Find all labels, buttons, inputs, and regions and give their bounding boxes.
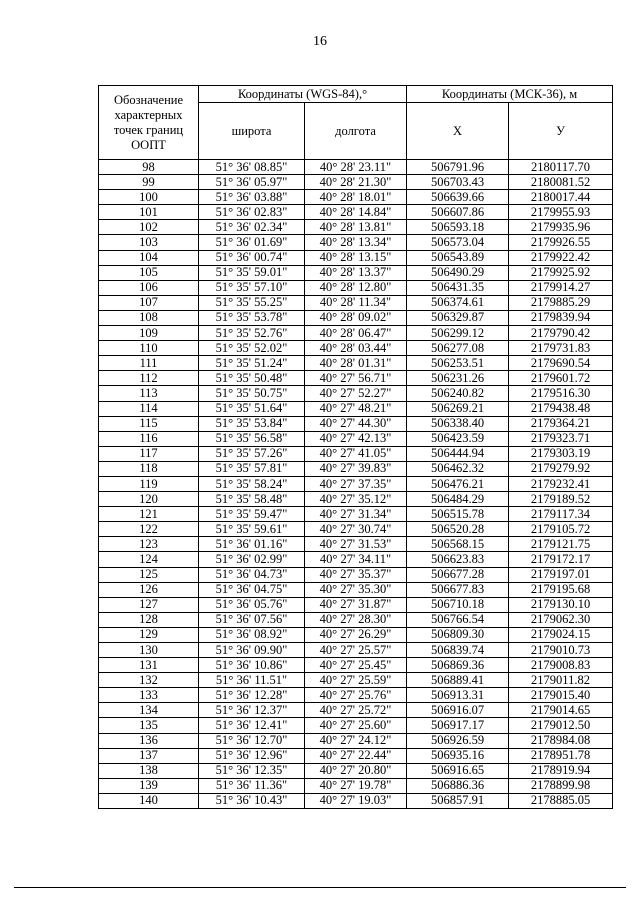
latitude-cell: 51° 36' 08.85" <box>199 160 305 175</box>
latitude-cell: 51° 36' 02.83" <box>199 205 305 220</box>
latitude-cell: 51° 35' 59.47" <box>199 507 305 522</box>
point-number-cell: 113 <box>99 386 199 401</box>
y-cell: 2179914.27 <box>509 280 613 295</box>
latitude-cell: 51° 35' 50.48" <box>199 371 305 386</box>
y-cell: 2178951.78 <box>509 748 613 763</box>
longitude-cell: 40° 28' 13.34" <box>305 235 407 250</box>
x-cell: 506338.40 <box>407 416 509 431</box>
longitude-cell: 40° 27' 25.72" <box>305 703 407 718</box>
y-cell: 2179790.42 <box>509 326 613 341</box>
longitude-cell: 40° 27' 28.30" <box>305 612 407 627</box>
latitude-cell: 51° 36' 07.56" <box>199 612 305 627</box>
table-row <box>99 612 613 627</box>
longitude-cell: 40° 27' 39.83" <box>305 461 407 476</box>
longitude-cell: 40° 27' 35.37" <box>305 567 407 582</box>
x-cell: 506889.41 <box>407 673 509 688</box>
latitude-cell: 51° 36' 05.76" <box>199 597 305 612</box>
longitude-cell: 40° 28' 03.44" <box>305 341 407 356</box>
table-body <box>99 160 613 809</box>
latitude-cell: 51° 36' 01.69" <box>199 235 305 250</box>
point-number-cell: 131 <box>99 658 199 673</box>
latitude-cell: 51° 36' 01.16" <box>199 537 305 552</box>
latitude-cell: 51° 36' 04.73" <box>199 567 305 582</box>
longitude-cell: 40° 27' 56.71" <box>305 371 407 386</box>
table-row <box>99 718 613 733</box>
latitude-cell: 51° 35' 56.58" <box>199 431 305 446</box>
longitude-cell: 40° 27' 25.76" <box>305 688 407 703</box>
x-cell: 506484.29 <box>407 492 509 507</box>
table-row <box>99 688 613 703</box>
x-cell: 506886.36 <box>407 778 509 793</box>
point-number-cell: 127 <box>99 597 199 612</box>
bottom-divider <box>14 887 626 888</box>
table-row <box>99 280 613 295</box>
coordinates-table <box>98 85 613 809</box>
point-number-cell: 103 <box>99 235 199 250</box>
point-number-cell: 109 <box>99 326 199 341</box>
x-cell: 506703.43 <box>407 175 509 190</box>
header-longitude: долгота <box>305 103 407 160</box>
table-row <box>99 567 613 582</box>
point-number-cell: 105 <box>99 265 199 280</box>
latitude-cell: 51° 36' 05.97" <box>199 175 305 190</box>
latitude-cell: 51° 35' 55.25" <box>199 295 305 310</box>
point-number-cell: 140 <box>99 793 199 808</box>
y-cell: 2178885.05 <box>509 793 613 808</box>
x-cell: 506543.89 <box>407 250 509 265</box>
table-row <box>99 643 613 658</box>
longitude-cell: 40° 27' 52.27" <box>305 386 407 401</box>
longitude-cell: 40° 27' 24.12" <box>305 733 407 748</box>
longitude-cell: 40° 27' 34.11" <box>305 552 407 567</box>
point-number-cell: 138 <box>99 763 199 778</box>
latitude-cell: 51° 36' 09.90" <box>199 643 305 658</box>
y-cell: 2179364.21 <box>509 416 613 431</box>
x-cell: 506917.17 <box>407 718 509 733</box>
y-cell: 2179197.01 <box>509 567 613 582</box>
table-row <box>99 371 613 386</box>
longitude-cell: 40° 27' 31.87" <box>305 597 407 612</box>
longitude-cell: 40° 28' 13.81" <box>305 220 407 235</box>
x-cell: 506639.66 <box>407 190 509 205</box>
table-row <box>99 537 613 552</box>
longitude-cell: 40° 28' 01.31" <box>305 356 407 371</box>
latitude-cell: 51° 35' 50.75" <box>199 386 305 401</box>
point-number-cell: 128 <box>99 612 199 627</box>
point-number-cell: 119 <box>99 476 199 491</box>
latitude-cell: 51° 36' 12.70" <box>199 733 305 748</box>
longitude-cell: 40° 27' 25.57" <box>305 643 407 658</box>
table-header <box>99 86 613 160</box>
x-cell: 506520.28 <box>407 522 509 537</box>
y-cell: 2178984.08 <box>509 733 613 748</box>
x-cell: 506623.83 <box>407 552 509 567</box>
y-cell: 2179922.42 <box>509 250 613 265</box>
y-cell: 2179172.17 <box>509 552 613 567</box>
point-number-cell: 135 <box>99 718 199 733</box>
latitude-cell: 51° 36' 03.88" <box>199 190 305 205</box>
table-row <box>99 416 613 431</box>
longitude-cell: 40° 27' 41.05" <box>305 446 407 461</box>
x-cell: 506869.36 <box>407 658 509 673</box>
table-row <box>99 431 613 446</box>
x-cell: 506374.61 <box>407 295 509 310</box>
table-row <box>99 250 613 265</box>
longitude-cell: 40° 27' 42.13" <box>305 431 407 446</box>
x-cell: 506253.51 <box>407 356 509 371</box>
longitude-cell: 40° 28' 13.37" <box>305 265 407 280</box>
y-cell: 2179121.75 <box>509 537 613 552</box>
y-cell: 2180017.44 <box>509 190 613 205</box>
y-cell: 2179690.54 <box>509 356 613 371</box>
x-cell: 506913.31 <box>407 688 509 703</box>
latitude-cell: 51° 35' 51.64" <box>199 401 305 416</box>
y-cell: 2179024.15 <box>509 627 613 642</box>
latitude-cell: 51° 36' 02.99" <box>199 552 305 567</box>
longitude-cell: 40° 28' 13.15" <box>305 250 407 265</box>
point-number-cell: 126 <box>99 582 199 597</box>
x-cell: 506677.28 <box>407 567 509 582</box>
longitude-cell: 40° 27' 48.21" <box>305 401 407 416</box>
y-cell: 2179105.72 <box>509 522 613 537</box>
longitude-cell: 40° 28' 21.30" <box>305 175 407 190</box>
table-row <box>99 265 613 280</box>
x-cell: 506766.54 <box>407 612 509 627</box>
x-cell: 506677.83 <box>407 582 509 597</box>
table-row <box>99 341 613 356</box>
y-cell: 2179014.65 <box>509 703 613 718</box>
x-cell: 506926.59 <box>407 733 509 748</box>
longitude-cell: 40° 27' 20.80" <box>305 763 407 778</box>
y-cell: 2179303.19 <box>509 446 613 461</box>
x-cell: 506839.74 <box>407 643 509 658</box>
x-cell: 506916.65 <box>407 763 509 778</box>
longitude-cell: 40° 28' 14.84" <box>305 205 407 220</box>
y-cell: 2179012.50 <box>509 718 613 733</box>
latitude-cell: 51° 35' 52.76" <box>199 326 305 341</box>
table-row <box>99 461 613 476</box>
point-number-cell: 102 <box>99 220 199 235</box>
point-number-cell: 110 <box>99 341 199 356</box>
x-cell: 506299.12 <box>407 326 509 341</box>
latitude-cell: 51° 35' 51.24" <box>199 356 305 371</box>
table-row <box>99 733 613 748</box>
longitude-cell: 40° 27' 19.78" <box>305 778 407 793</box>
y-cell: 2179015.40 <box>509 688 613 703</box>
x-cell: 506515.78 <box>407 507 509 522</box>
x-cell: 506710.18 <box>407 597 509 612</box>
latitude-cell: 51° 36' 12.96" <box>199 748 305 763</box>
point-number-cell: 114 <box>99 401 199 416</box>
point-number-cell: 111 <box>99 356 199 371</box>
point-number-cell: 130 <box>99 643 199 658</box>
x-cell: 506269.21 <box>407 401 509 416</box>
x-cell: 506490.29 <box>407 265 509 280</box>
table-row <box>99 295 613 310</box>
table-row <box>99 492 613 507</box>
y-cell: 2179516.30 <box>509 386 613 401</box>
point-number-cell: 123 <box>99 537 199 552</box>
header-x: X <box>407 103 509 160</box>
table-row <box>99 175 613 190</box>
longitude-cell: 40° 28' 11.34" <box>305 295 407 310</box>
table-row <box>99 220 613 235</box>
x-cell: 506462.32 <box>407 461 509 476</box>
longitude-cell: 40° 27' 44.30" <box>305 416 407 431</box>
x-cell: 506231.26 <box>407 371 509 386</box>
table-row <box>99 386 613 401</box>
table-row <box>99 326 613 341</box>
point-number-cell: 116 <box>99 431 199 446</box>
x-cell: 506277.08 <box>407 341 509 356</box>
table-row <box>99 235 613 250</box>
table-row <box>99 356 613 371</box>
x-cell: 506423.59 <box>407 431 509 446</box>
latitude-cell: 51° 35' 59.61" <box>199 522 305 537</box>
x-cell: 506607.86 <box>407 205 509 220</box>
point-number-cell: 106 <box>99 280 199 295</box>
x-cell: 506935.16 <box>407 748 509 763</box>
table-row <box>99 205 613 220</box>
latitude-cell: 51° 35' 57.81" <box>199 461 305 476</box>
point-number-cell: 100 <box>99 190 199 205</box>
point-number-cell: 101 <box>99 205 199 220</box>
point-number-cell: 134 <box>99 703 199 718</box>
table-row <box>99 476 613 491</box>
x-cell: 506857.91 <box>407 793 509 808</box>
latitude-cell: 51° 35' 59.01" <box>199 265 305 280</box>
latitude-cell: 51° 35' 58.24" <box>199 476 305 491</box>
x-cell: 506431.35 <box>407 280 509 295</box>
latitude-cell: 51° 35' 57.10" <box>199 280 305 295</box>
longitude-cell: 40° 28' 09.02" <box>305 310 407 325</box>
x-cell: 506476.21 <box>407 476 509 491</box>
point-number-cell: 136 <box>99 733 199 748</box>
latitude-cell: 51° 36' 00.74" <box>199 250 305 265</box>
y-cell: 2179601.72 <box>509 371 613 386</box>
table-row <box>99 703 613 718</box>
latitude-cell: 51° 35' 57.26" <box>199 446 305 461</box>
longitude-cell: 40° 27' 25.45" <box>305 658 407 673</box>
longitude-cell: 40° 27' 19.03" <box>305 793 407 808</box>
y-cell: 2180117.70 <box>509 160 613 175</box>
latitude-cell: 51° 35' 53.78" <box>199 310 305 325</box>
table-row <box>99 401 613 416</box>
header-y: У <box>509 103 613 160</box>
longitude-cell: 40° 27' 31.34" <box>305 507 407 522</box>
y-cell: 2179011.82 <box>509 673 613 688</box>
header-msk36-group: Координаты (МСК-36), м <box>407 86 613 103</box>
page-number: 16 <box>313 34 327 49</box>
point-number-cell: 107 <box>99 295 199 310</box>
header-point-designation: Обозначение характерных точек границ ООПТ <box>99 86 199 160</box>
x-cell: 506329.87 <box>407 310 509 325</box>
y-cell: 2179062.30 <box>509 612 613 627</box>
latitude-cell: 51° 36' 12.41" <box>199 718 305 733</box>
y-cell: 2179925.92 <box>509 265 613 280</box>
latitude-cell: 51° 36' 11.51" <box>199 673 305 688</box>
point-number-cell: 133 <box>99 688 199 703</box>
y-cell: 2179839.94 <box>509 310 613 325</box>
y-cell: 2179117.34 <box>509 507 613 522</box>
longitude-cell: 40° 27' 37.35" <box>305 476 407 491</box>
y-cell: 2179955.93 <box>509 205 613 220</box>
table-row <box>99 748 613 763</box>
point-number-cell: 129 <box>99 627 199 642</box>
longitude-cell: 40° 27' 35.30" <box>305 582 407 597</box>
longitude-cell: 40° 28' 12.80" <box>305 280 407 295</box>
table-row <box>99 658 613 673</box>
latitude-cell: 51° 35' 52.02" <box>199 341 305 356</box>
latitude-cell: 51° 36' 12.37" <box>199 703 305 718</box>
point-number-cell: 104 <box>99 250 199 265</box>
point-number-cell: 120 <box>99 492 199 507</box>
point-number-cell: 122 <box>99 522 199 537</box>
y-cell: 2179438.48 <box>509 401 613 416</box>
point-number-cell: 108 <box>99 310 199 325</box>
header-wgs84-group: Координаты (WGS-84),° <box>199 86 407 103</box>
latitude-cell: 51° 36' 10.43" <box>199 793 305 808</box>
longitude-cell: 40° 27' 25.60" <box>305 718 407 733</box>
y-cell: 2179731.83 <box>509 341 613 356</box>
longitude-cell: 40° 27' 26.29" <box>305 627 407 642</box>
longitude-cell: 40° 27' 25.59" <box>305 673 407 688</box>
latitude-cell: 51° 36' 02.34" <box>199 220 305 235</box>
y-cell: 2178919.94 <box>509 763 613 778</box>
latitude-cell: 51° 36' 11.36" <box>199 778 305 793</box>
longitude-cell: 40° 27' 31.53" <box>305 537 407 552</box>
y-cell: 2179195.68 <box>509 582 613 597</box>
table-row <box>99 507 613 522</box>
point-number-cell: 132 <box>99 673 199 688</box>
latitude-cell: 51° 36' 12.28" <box>199 688 305 703</box>
table-row <box>99 310 613 325</box>
x-cell: 506240.82 <box>407 386 509 401</box>
y-cell: 2178899.98 <box>509 778 613 793</box>
y-cell: 2179189.52 <box>509 492 613 507</box>
table-row <box>99 190 613 205</box>
point-number-cell: 139 <box>99 778 199 793</box>
point-number-cell: 115 <box>99 416 199 431</box>
y-cell: 2180081.52 <box>509 175 613 190</box>
x-cell: 506593.18 <box>407 220 509 235</box>
point-number-cell: 125 <box>99 567 199 582</box>
y-cell: 2179232.41 <box>509 476 613 491</box>
x-cell: 506568.15 <box>407 537 509 552</box>
point-number-cell: 98 <box>99 160 199 175</box>
table-row <box>99 793 613 808</box>
x-cell: 506809.30 <box>407 627 509 642</box>
point-number-cell: 118 <box>99 461 199 476</box>
y-cell: 2179130.10 <box>509 597 613 612</box>
point-number-cell: 112 <box>99 371 199 386</box>
y-cell: 2179323.71 <box>509 431 613 446</box>
point-number-cell: 117 <box>99 446 199 461</box>
table-row <box>99 582 613 597</box>
latitude-cell: 51° 36' 10.86" <box>199 658 305 673</box>
longitude-cell: 40° 27' 30.74" <box>305 522 407 537</box>
y-cell: 2179010.73 <box>509 643 613 658</box>
longitude-cell: 40° 28' 23.11" <box>305 160 407 175</box>
y-cell: 2179885.29 <box>509 295 613 310</box>
x-cell: 506791.96 <box>407 160 509 175</box>
y-cell: 2179279.92 <box>509 461 613 476</box>
point-number-cell: 124 <box>99 552 199 567</box>
longitude-cell: 40° 28' 18.01" <box>305 190 407 205</box>
point-number-cell: 99 <box>99 175 199 190</box>
longitude-cell: 40° 27' 22.44" <box>305 748 407 763</box>
y-cell: 2179926.55 <box>509 235 613 250</box>
latitude-cell: 51° 35' 53.84" <box>199 416 305 431</box>
longitude-cell: 40° 28' 06.47" <box>305 326 407 341</box>
table-row <box>99 627 613 642</box>
longitude-cell: 40° 27' 35.12" <box>305 492 407 507</box>
table-row <box>99 160 613 175</box>
x-cell: 506444.94 <box>407 446 509 461</box>
table-row <box>99 778 613 793</box>
x-cell: 506916.07 <box>407 703 509 718</box>
point-number-cell: 137 <box>99 748 199 763</box>
latitude-cell: 51° 35' 58.48" <box>199 492 305 507</box>
table-row <box>99 552 613 567</box>
table-row <box>99 446 613 461</box>
table-row <box>99 673 613 688</box>
y-cell: 2179008.83 <box>509 658 613 673</box>
latitude-cell: 51° 36' 08.92" <box>199 627 305 642</box>
latitude-cell: 51° 36' 12.35" <box>199 763 305 778</box>
table-row <box>99 763 613 778</box>
x-cell: 506573.04 <box>407 235 509 250</box>
table-row <box>99 597 613 612</box>
table-row <box>99 522 613 537</box>
latitude-cell: 51° 36' 04.75" <box>199 582 305 597</box>
y-cell: 2179935.96 <box>509 220 613 235</box>
header-latitude: широта <box>199 103 305 160</box>
point-number-cell: 121 <box>99 507 199 522</box>
